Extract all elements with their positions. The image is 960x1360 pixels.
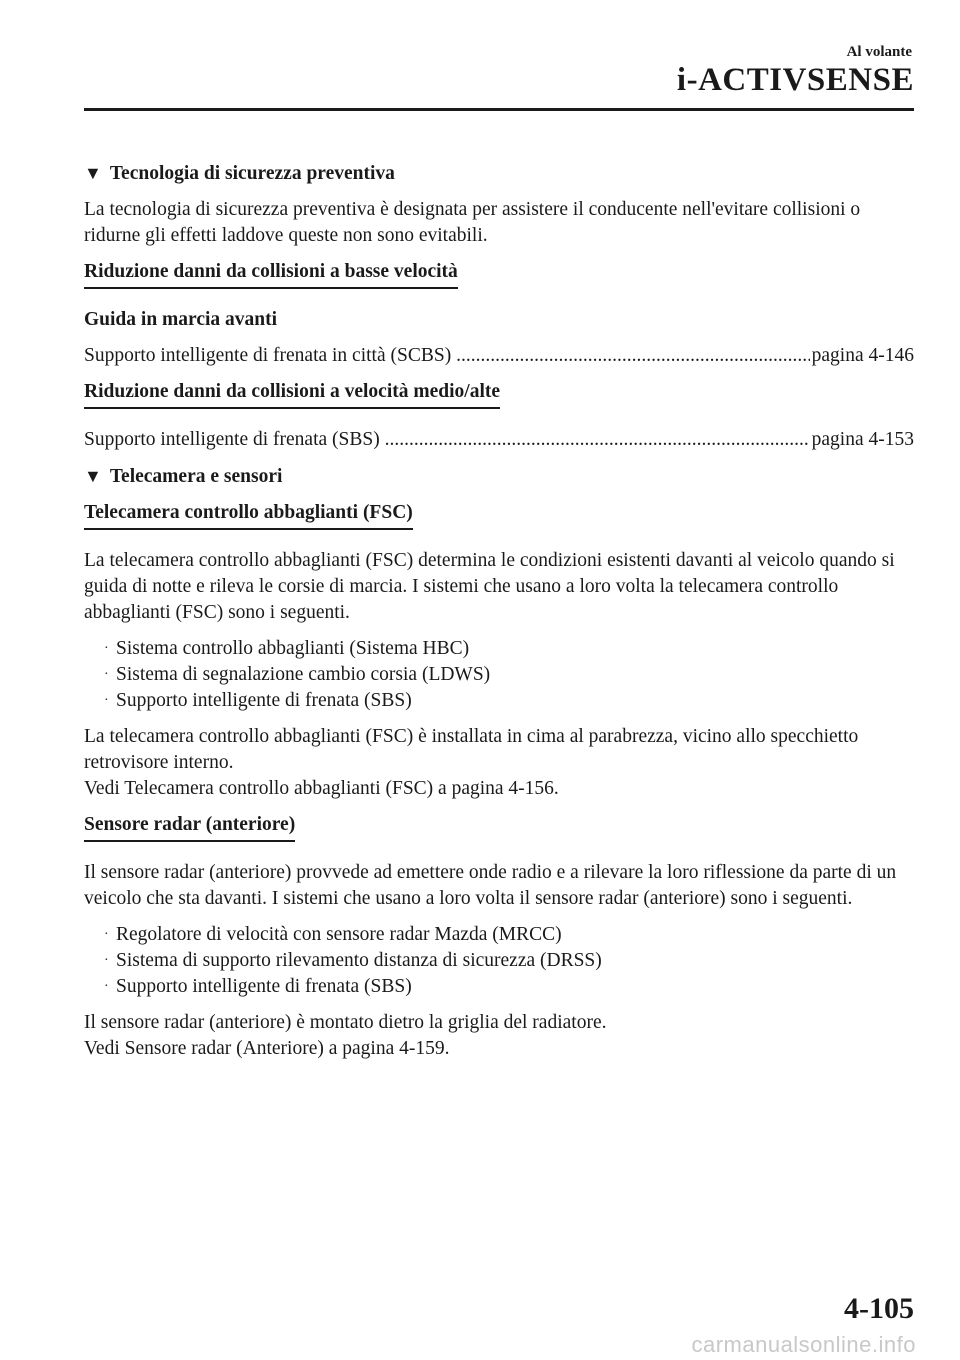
page-reference-scbs (84, 343, 914, 369)
list-item: · Sistema controllo abbaglianti (Sistema HBC) (104, 636, 914, 662)
subheading-forward-driving: Guida in marcia avanti (84, 309, 278, 330)
reference-label: Supporto intelligente di frenata (SBS) ..... (84, 427, 810, 453)
bullet-dot-icon: · (104, 927, 109, 942)
reference-label: Supporto intelligente di frenata in città (SCBS) ..... (84, 343, 810, 369)
list-item: · Sistema di segnalazione cambio corsia (LDWS) (104, 662, 914, 688)
subheading-radar-sensor: Sensore radar (anteriore) (84, 812, 295, 842)
paragraph-radar-location: Il sensore radar (anteriore) è montato dietro la griglia del radiatore. Vedi Sensore radar (Anteriore) a pagina 4-159. (84, 1012, 607, 1059)
page-reference-sbs (84, 427, 914, 453)
chapter-label: Al volante (846, 44, 912, 60)
subheading-fsc-camera: Telecamera controllo abbaglianti (FSC) (84, 500, 413, 530)
paragraph-intro: La tecnologia di sicurezza preventiva è designata per assistere il conducente nell'evitare collisioni o ridurne gli effetti laddove queste non sono evitabili. (84, 199, 861, 246)
list-item: · Supporto intelligente di frenata (SBS) (104, 688, 914, 714)
paragraph-radar-description: Il sensore radar (anteriore) provvede ad emettere onde radio e a rilevare la loro riflessione da parte di un veicolo che sta davanti. I sistemi che usano a loro volta il sensore radar (anteriore) sono i seguenti. (84, 862, 897, 909)
reference-page: pagina 4-146 (811, 345, 914, 366)
section-heading-preventive-safety (84, 160, 914, 187)
paragraph-fsc-description: La telecamera controllo abbaglianti (FSC) determina le condizioni esistenti davanti al veicolo quando si guida di notte e rileva le corsie di marcia. I sistemi che usano a loro volta la telecamera controllo abbaglianti (FSC) sono i seguenti. (84, 550, 895, 623)
triangle-down-icon: ▼ (84, 163, 102, 183)
subheading-low-speed: Riduzione danni da collisioni a basse velocità (84, 259, 458, 289)
list-item: · Supporto intelligente di frenata (SBS) (104, 974, 914, 1000)
list-item: · Regolatore di velocità con sensore radar Mazda (MRCC) (104, 922, 914, 948)
section-heading-camera-sensors (84, 463, 914, 490)
header-divider (84, 108, 914, 111)
bullet-dot-icon: · (104, 693, 109, 708)
bullet-dot-icon: · (104, 953, 109, 968)
section-title: Tecnologia di sicurezza preventiva (109, 163, 395, 184)
paragraph-fsc-location: La telecamera controllo abbaglianti (FSC) è installata in cima al parabrezza, vicino allo specchietto retrovisore interno. Vedi Telecamera controllo abbaglianti (FSC) a pagina 4-156. (84, 726, 859, 799)
triangle-down-icon: ▼ (84, 466, 102, 486)
bullet-dot-icon: · (104, 667, 109, 682)
page-number: 4-105 (844, 1292, 914, 1325)
list-item: · Sistema di supporto rilevamento distanza di sicurezza (DRSS) (104, 948, 914, 974)
section-title: Telecamera e sensori (109, 466, 283, 487)
page-title: i-ACTIVSENSE (676, 62, 914, 98)
reference-page: pagina 4-153 (811, 429, 914, 450)
document-body (84, 160, 914, 1072)
list-fsc-systems (84, 636, 914, 714)
subheading-medium-high-speed: Riduzione danni da collisioni a velocità medio/alte (84, 379, 500, 409)
watermark: carmanualsonline.info (691, 1332, 916, 1357)
bullet-dot-icon: · (104, 979, 109, 994)
bullet-dot-icon: · (104, 641, 109, 656)
list-radar-systems (84, 922, 914, 1000)
